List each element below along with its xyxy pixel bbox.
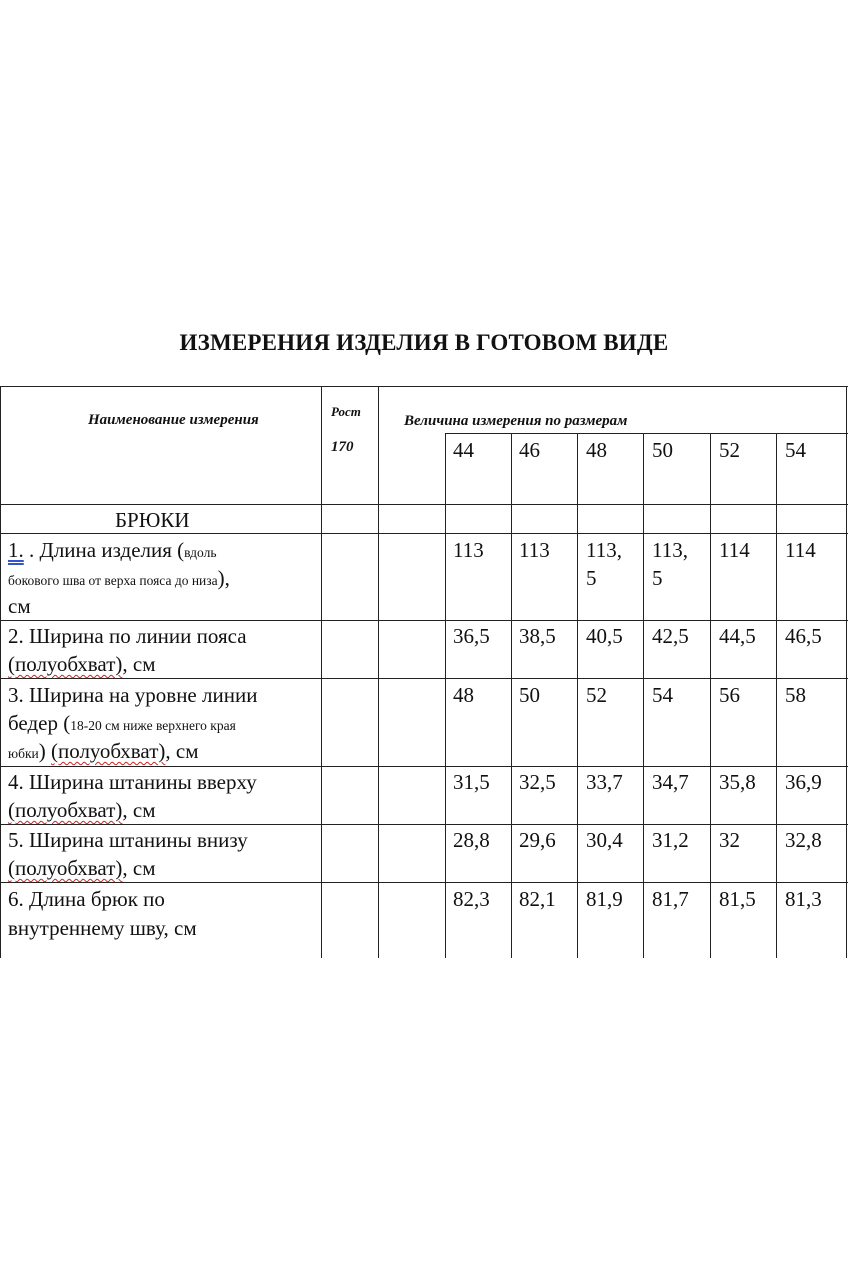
row-number: 1. xyxy=(8,538,24,562)
table-cell: 32 xyxy=(719,828,740,852)
table-cell: 36,9 xyxy=(785,770,822,794)
col-divider xyxy=(378,386,379,958)
table-cell: 82,3 xyxy=(453,887,490,911)
table-cell: 81,5 xyxy=(719,887,756,911)
size-header: 52 xyxy=(719,438,740,462)
header-measure-name: Наименование измерения xyxy=(88,412,259,428)
row-label: 3. Ширина на уровне линии xyxy=(8,683,258,707)
size-header: 48 xyxy=(586,438,607,462)
row-label-line2 xyxy=(8,854,156,882)
table-cell: 44,5 xyxy=(719,624,756,648)
col-divider xyxy=(321,386,322,958)
table-cell: 56 xyxy=(719,683,740,707)
row-label-underlined: (полуобхват) xyxy=(51,739,166,763)
table-cell: 35,8 xyxy=(719,770,756,794)
col-divider xyxy=(776,433,777,958)
row-divider xyxy=(0,882,848,883)
col-divider xyxy=(643,433,644,958)
table-cell: 81,9 xyxy=(586,887,623,911)
row-label-underlined: (полуобхват) xyxy=(8,856,123,880)
row-label-unit: см xyxy=(8,594,31,618)
col-divider xyxy=(445,433,446,958)
table-cell: 82,1 xyxy=(519,887,556,911)
table-border-right xyxy=(846,386,847,958)
table-cell: 36,5 xyxy=(453,624,490,648)
header-height-value: 170 xyxy=(331,439,354,455)
row-label-line2 xyxy=(8,796,156,824)
table-cell: 32,5 xyxy=(519,770,556,794)
table-cell: 113 xyxy=(453,538,484,562)
table-cell: 114 xyxy=(719,538,750,562)
row-label-rest: , см xyxy=(122,856,156,880)
table-border-left xyxy=(0,386,1,958)
row-label-rest: , см xyxy=(122,798,156,822)
table-cell: 28,8 xyxy=(453,828,490,852)
row-label-line2 xyxy=(8,564,230,595)
col-divider xyxy=(577,433,578,958)
table-cell: 40,5 xyxy=(586,624,623,648)
row-label-note: 18-20 см ниже верхнего края xyxy=(70,718,236,733)
table-cell: 33,7 xyxy=(586,770,623,794)
table-cell: 81,7 xyxy=(652,887,689,911)
table-cell: 113, xyxy=(652,538,688,562)
row-label-part: ) xyxy=(38,739,51,763)
size-header: 46 xyxy=(519,438,540,462)
row-label-line2 xyxy=(8,650,156,678)
row-divider xyxy=(0,824,848,825)
row-divider xyxy=(0,678,848,679)
row-label-part: бедер ( xyxy=(8,711,71,735)
row-label-underlined: (полуобхват) xyxy=(8,652,123,676)
table-cell-wrap: 5 xyxy=(586,566,597,590)
table-cell: 46,5 xyxy=(785,624,822,648)
row-label-note: юбки xyxy=(8,746,39,761)
col-divider xyxy=(710,433,711,958)
table-cell: 30,4 xyxy=(586,828,623,852)
table-cell: 113 xyxy=(519,538,550,562)
table-cell: 29,6 xyxy=(519,828,556,852)
table-cell: 32,8 xyxy=(785,828,822,852)
size-header: 54 xyxy=(785,438,806,462)
size-header: 44 xyxy=(453,438,474,462)
table-cell: 58 xyxy=(785,683,806,707)
col-divider xyxy=(511,433,512,958)
row-label-tail: ), xyxy=(217,566,230,590)
row-label: 5. Ширина штанины внизу xyxy=(8,828,248,852)
table-cell: 81,3 xyxy=(785,887,822,911)
row-label-note: вдоль xyxy=(184,545,217,560)
table-cell: 48 xyxy=(453,683,474,707)
measurements-table xyxy=(0,386,848,958)
row-label: 4. Ширина штанины вверху xyxy=(8,770,257,794)
row-divider xyxy=(0,620,848,621)
row-label-main: Длина изделия ( xyxy=(34,538,185,562)
table-cell: 50 xyxy=(519,683,540,707)
row-label-line2: внутреннему шву, см xyxy=(8,916,197,940)
row-label-rest: , см xyxy=(165,739,199,763)
row-number-suffix: . xyxy=(23,538,35,562)
row-label: 6. Длина брюк по xyxy=(8,887,165,911)
table-cell: 113, xyxy=(586,538,622,562)
row-label-rest: , см xyxy=(122,652,156,676)
page-title: ИЗМЕРЕНИЯ ИЗДЕЛИЯ В ГОТОВОМ ВИДЕ xyxy=(179,330,669,355)
header-height-label: Рост xyxy=(331,404,361,419)
header-sizes-label: Величина измерения по размерам xyxy=(404,413,628,429)
row-divider xyxy=(0,504,848,505)
section-title: БРЮКИ xyxy=(115,508,190,532)
table-cell: 38,5 xyxy=(519,624,556,648)
sizes-header-divider xyxy=(445,433,848,434)
table-cell: 54 xyxy=(652,683,673,707)
row-label xyxy=(8,536,217,567)
table-cell: 114 xyxy=(785,538,816,562)
table-cell: 42,5 xyxy=(652,624,689,648)
row-label-line2 xyxy=(8,709,236,740)
table-cell: 31,2 xyxy=(652,828,689,852)
table-cell: 31,5 xyxy=(453,770,490,794)
table-cell: 52 xyxy=(586,683,607,707)
table-border-top xyxy=(0,386,848,387)
row-label-underlined: (полуобхват) xyxy=(8,798,123,822)
row-label-line3 xyxy=(8,737,199,768)
size-header: 50 xyxy=(652,438,673,462)
row-label-note: бокового шва от верха пояса до низа xyxy=(8,573,218,588)
row-label: 2. Ширина по линии пояса xyxy=(8,624,247,648)
table-cell: 34,7 xyxy=(652,770,689,794)
table-cell-wrap: 5 xyxy=(652,566,663,590)
